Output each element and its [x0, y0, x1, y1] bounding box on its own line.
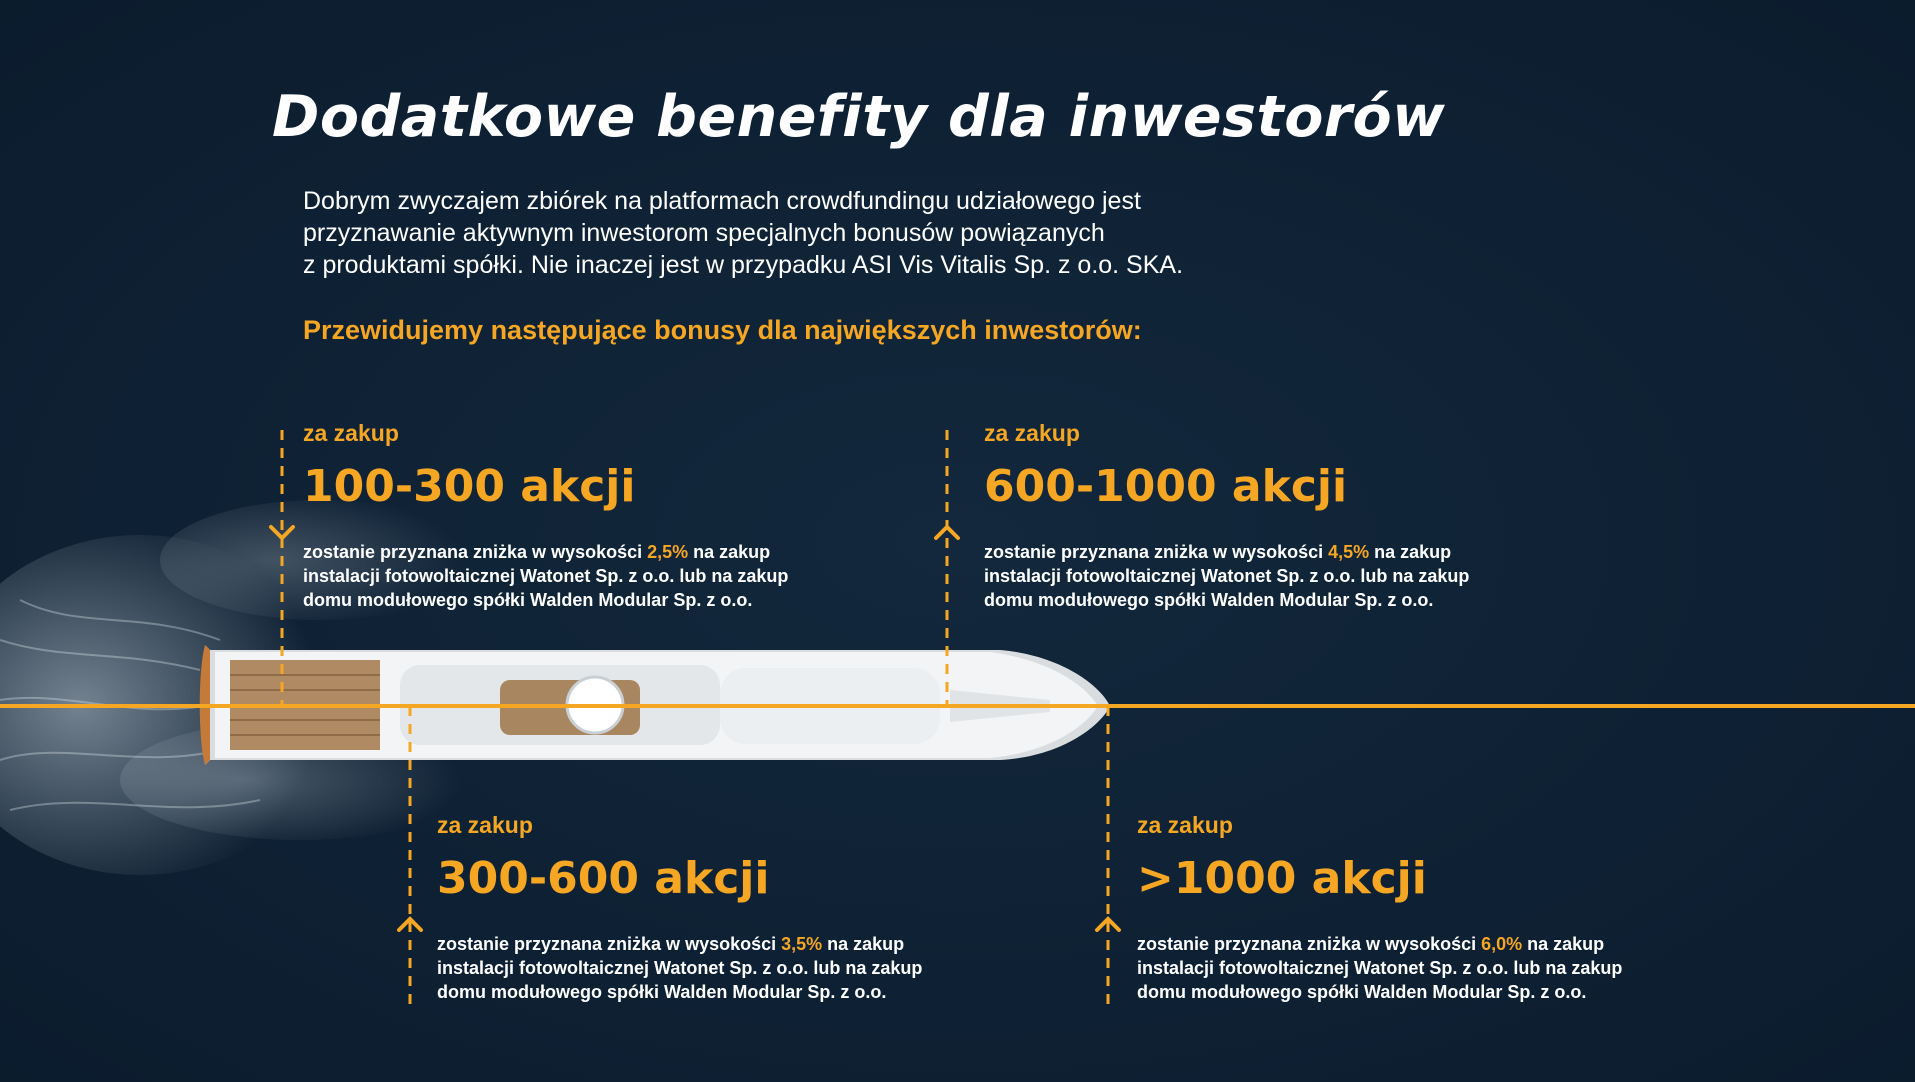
intro-line: Dobrym zwyczajem zbiórek na platformach crowdfundingu udziałowego jest: [303, 187, 1141, 215]
intro-line: przyznawanie aktywnym inwestorom specjalnych bonusów powiązanych: [303, 219, 1105, 247]
discount-value: 4,5%: [1328, 542, 1370, 562]
tier-description: [437, 932, 922, 1004]
desc-line: instalacji fotowoltaicznej Watonet Sp. z o.o. lub na zakup: [1137, 958, 1623, 978]
desc-text: na zakup: [1369, 542, 1452, 562]
discount-value: 6,0%: [1481, 934, 1523, 954]
desc-text: na zakup: [822, 934, 905, 954]
tier-prefix: za zakup: [984, 420, 1080, 446]
bonus-tier-300-600: [437, 812, 922, 1004]
desc-text: na zakup: [688, 542, 771, 562]
tier-range: 600-1000 akcji: [984, 461, 1348, 512]
tier-description: [984, 540, 1469, 612]
bonus-tier-100-300: [303, 420, 788, 612]
intro-line: z produktami spółki. Nie inaczej jest w przypadku ASI Vis Vitalis Sp. z o.o. SKA.: [303, 251, 1184, 279]
discount-value: 3,5%: [781, 934, 823, 954]
tier-prefix: za zakup: [1137, 812, 1233, 838]
tier-description: [1137, 932, 1622, 1004]
bonus-tier-600-1000: [984, 420, 1469, 612]
tier-range: 300-600 akcji: [437, 853, 770, 904]
desc-line: domu modułowego spółki Walden Modular Sp. z o.o.: [437, 982, 887, 1002]
desc-text: zostanie przyznana zniżka w wysokości: [984, 542, 1329, 562]
bonus-tier-over-1000: [1137, 812, 1622, 1004]
desc-text: na zakup: [1522, 934, 1605, 954]
desc-line: instalacji fotowoltaicznej Watonet Sp. z o.o. lub na zakup: [303, 566, 789, 586]
tier-prefix: za zakup: [303, 420, 399, 446]
desc-line: domu modułowego spółki Walden Modular Sp. z o.o.: [303, 590, 753, 610]
desc-line: domu modułowego spółki Walden Modular Sp. z o.o.: [1137, 982, 1587, 1002]
page-title: Dodatkowe benefity dla inwestorów: [272, 84, 1446, 150]
desc-line: domu modułowego spółki Walden Modular Sp. z o.o.: [984, 590, 1434, 610]
discount-value: 2,5%: [647, 542, 689, 562]
desc-line: instalacji fotowoltaicznej Watonet Sp. z o.o. lub na zakup: [984, 566, 1470, 586]
tier-range: >1000 akcji: [1137, 853, 1427, 904]
desc-text: zostanie przyznana zniżka w wysokości: [303, 542, 648, 562]
desc-text: zostanie przyznana zniżka w wysokości: [1137, 934, 1482, 954]
bonus-subheading: Przewidujemy następujące bonusy dla największych inwestorów:: [303, 315, 1142, 345]
tier-prefix: za zakup: [437, 812, 533, 838]
tier-range: 100-300 akcji: [303, 461, 636, 512]
desc-text: zostanie przyznana zniżka w wysokości: [437, 934, 782, 954]
tier-description: [303, 540, 788, 612]
intro-text: [303, 185, 1303, 281]
desc-line: instalacji fotowoltaicznej Watonet Sp. z o.o. lub na zakup: [437, 958, 923, 978]
